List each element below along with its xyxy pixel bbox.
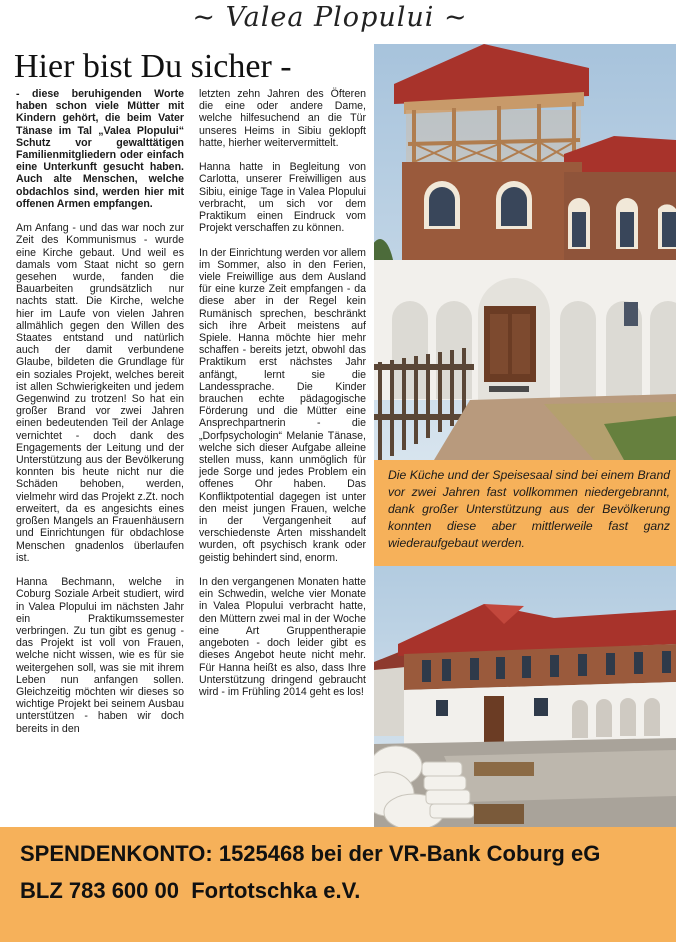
text-column-left xyxy=(16,88,184,747)
text-column-right xyxy=(199,88,366,710)
building-photo-top xyxy=(374,44,676,460)
bank-code-line: BLZ 783 600 00 Fortotschka e.V. xyxy=(20,878,361,903)
donation-footer xyxy=(0,827,676,942)
header-title: ~ Valea Plopului ~ xyxy=(192,2,468,33)
paragraph: In den vergangenen Monaten hatte ein Schwedin, welche vier Monate in Valea Plopului verbracht hatte, den Müttern zwei mal in der Woche eine Art Gruppentherapie angeboten - doch leider gibt es dieses Angebot heute nicht mehr. Für Hanna heißt es also, dass Ihre Unterstützung dringend gebraucht wird - im Frühling 2014 geht es los! xyxy=(199,576,366,698)
paragraph: Am Anfang - und das war noch zur Zeit des Kommunismus - wurde eine Kirche gebaut. Und weil es damals vom Staat nicht so gern gesehen wurde, fanden die Bauarbeiten grundsätzlich nur nachts statt. Die Kirche, welche hier im Laufe von vielen Jahren allmählich gegen den Willen des Staates entstand und natürlich auch der damit verbundene Glaube, bildeten die Grundlage für ein soziales Projekt, welches bereit ist allen Schwierigkeiten und jedem Gegenwind zu trotzen! So hat ein großer Brand vor zwei Jahren einen bedeutenden Teil der Anlage vernichtet - doch dank des Engagements der Leitung und der Unterstützung aus der Bevölkerung konnten bis heute nicht nur die Schäden behoben, werden, vielmehr wird das Projekt z.Zt. noch erweitert, da es angesichts eines großen Mangels an Frauenhäusern und Einrichtungen für obdachlose Menschen gnadenlos überlaufen ist. xyxy=(16,222,184,564)
bank-account-line: SPENDENKONTO: 1525468 bei der VR-Bank Coburg eG xyxy=(20,841,601,866)
building-photo-bottom xyxy=(374,566,676,827)
photo-caption xyxy=(374,460,676,566)
paragraph: In der Einrichtung werden vor allem im Sommer, also in den Ferien, viele Freiwillige aus dem Ausland für eine kurze Zeit empfangen - da diese aber in der Regel kein Rumänisch sprechen, beschränkt sich ihre Arbeit meistens auf Spiele. Hanna möchte hier mehr schaffen - bereits jetzt, obwohl das Praktikum erst nächstes Jahr anfängt, lernt sie die Landessprache. Die Kinder brauchen echte pädagogische Förderung und die Mütter eine Ansprechpartnerin - die „Dorfpsychologin“ Melanie Tänase, welche sich dieser Aufgabe alleine stellen muss, kann unmöglich für jede Sorge und jedes Problem ein offenes Ohr haben. Das Konfliktpotential dagegen ist unter den meist jungen Frauen, welche in der Vergangenheit auf verschiedenste Arten misshandelt wurden, oft psychisch krank oder geistig behindert sind, enorm. xyxy=(199,246,366,564)
building-photo-top-image xyxy=(374,44,676,460)
paragraph: Hanna Bechmann, welche in Coburg Soziale Arbeit studiert, wird in Valea Plopului im nächsten Jahr ein Praktikumssemester verbringen. Zu tun gibt es genug - das Projekt ist voll von Frauen, welche nicht wissen, wie es für sie weitergehen soll, was sie mit ihrem Leben nun anfangen sollen. Gleichzeitig möchten wir dieses so wichtige Projekt bei seinem Ausbau unterstützen - haben wir doch bereits in den xyxy=(16,576,184,735)
building-photo-bottom-image xyxy=(374,566,676,827)
paragraph: Hanna hatte in Begleitung von Carlotta, unserer Freiwilligen aus Sibiu, einige Tage in Valea Plopului verbracht, um sich vor dem Praktikum einen Eindruck vom Projekt verschaffen zu können. xyxy=(199,161,366,235)
headline: Hier bist Du sicher - xyxy=(14,48,292,85)
lead-paragraph: - diese beruhigenden Worte haben schon viele Mütter mit Kindern gehört, die beim Vater Tänase im Tal „Valea Plopului“ Schutz vor gewalttätigen Familienmitgliedern oder einfach eine Unterkunft gesucht haben. Auch alte Menschen, welche obdachlos sind, werden hier mit offenen Armen empfangen. xyxy=(16,88,184,210)
caption-text: Die Küche und der Speisesaal sind bei einem Brand vor zwei Jahren fast vollkommen niedergebrannt, dank großer Unterstützung aus der Bevölkerung konnten diese aber mittlerweile fast ganz wiederaufgebaut werden. xyxy=(388,468,670,550)
paragraph: letzten zehn Jahren des Öfteren die eine oder andere Dame, welche hilfesuchend an die Tür unseres Heims in Sibiu geklopft hatte, hierher weitervermittelt. xyxy=(199,88,366,149)
